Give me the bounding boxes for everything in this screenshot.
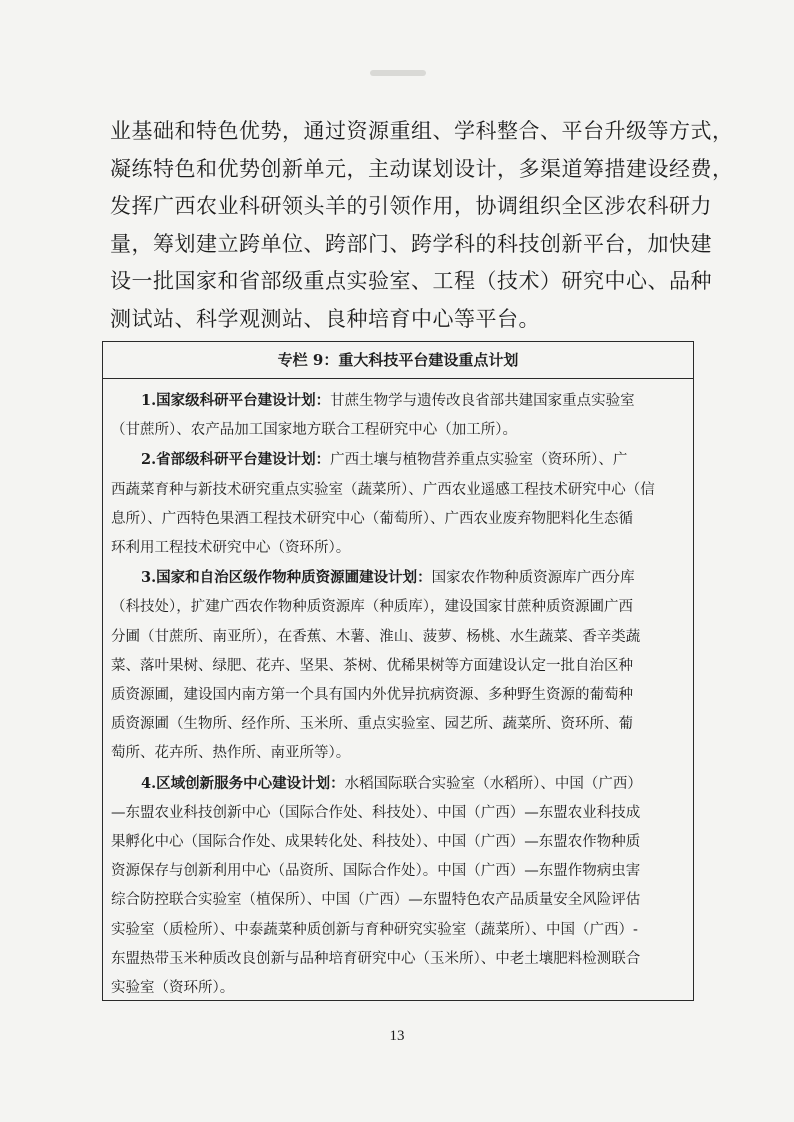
intro-line: 业基础和特色优势，通过资源重组、学科整合、平台升级等方式， (110, 119, 734, 143)
item-line: 菜、落叶果树、绿肥、花卉、坚果、茶树、优稀果树等方面建设认定一批自治区种 (111, 657, 633, 674)
item-first-line (111, 445, 685, 475)
box-title: 专栏 9：重大科技平台建设重点计划 (103, 342, 693, 379)
item-line: 综合防控联合实验室（植保所）、中国（广西）—东盟特色农产品质量安全风险评估 (111, 892, 641, 909)
item-text: 甘蔗生物学与遗传改良省部共建国家重点实验室 (330, 393, 635, 409)
item-line: 东盟热带玉米种质改良创新与品种培育研究中心（玉米所）、中老土壤肥料检测联合 (111, 950, 641, 967)
item-heading: 3.国家和自治区级作物种质资源圃建设计划： (141, 569, 432, 587)
plan-item-national (111, 386, 685, 445)
item-line: 果孵化中心（国际合作处、成果转化处、科技处）、中国（广西）—东盟农作物种质 (111, 834, 641, 851)
item-line: 实验室（资环所）。 (111, 980, 235, 997)
intro-line: 量，筹划建立跨单位、跨部门、跨学科的科技创新平台，加快建 (110, 231, 712, 256)
item-line: 西蔬菜育种与新技术研究重点实验室（蔬菜所）、广西农业遥感工程技术研究中心（信 (111, 481, 655, 498)
box-body (103, 379, 693, 1003)
item-text: 水稻国际联合实验室（水稻所）、中国（广西） (344, 775, 642, 792)
item-line: 萄所、花卉所、热作所、南亚所等）。 (111, 745, 351, 762)
column-box (102, 341, 694, 1001)
item-line: 实验室（质检所）、中泰蔬菜种质创新与育种研究实验室（蔬菜所）、中国（广西）- (111, 921, 638, 938)
item-line: 息所）、广西特色果酒工程技术研究中心（葡萄所）、广西农业废弃物肥料化生态循 (111, 510, 633, 527)
item-line: （科技处），扩建广西农作物种质资源库（种质库），建设国家甘蔗种质资源圃广西 (111, 599, 633, 616)
item-line: 资源保存与创新利用中心（品资所、国际合作处）。中国（广西）—东盟作物病虫害 (111, 863, 641, 880)
item-text: 广西土壤与植物营养重点实验室（资环所）、广 (330, 452, 628, 469)
item-first-line (111, 769, 685, 799)
item-first-line (111, 563, 685, 593)
header-smudge (370, 70, 426, 76)
item-line: 分圃（甘蔗所、南亚所），在香蕉、木薯、淮山、菠萝、杨桃、水生蔬菜、香辛类蔬 (111, 628, 641, 645)
item-line: 质资源圃（生物所、经作所、玉米所、重点实验室、园艺所、蔬菜所、资环所、葡 (111, 716, 633, 733)
item-heading: 4.区域创新服务中心建设计划： (141, 774, 345, 792)
intro-line: 发挥广西农业科研领头羊的引领作用，协调组织全区涉农科研力 (110, 194, 712, 218)
intro-line: 测试站、科学观测站、良种培育中心等平台。 (110, 306, 540, 331)
plan-item-germplasm (111, 563, 685, 768)
item-text: 国家农作物种质资源库广西分库 (431, 570, 635, 587)
plan-item-provincial (111, 445, 685, 563)
plan-item-regional (111, 769, 685, 1004)
item-line: 质资源圃，建设国内南方第一个具有国内外优异抗病资源、多种野生资源的葡萄种 (111, 687, 633, 704)
item-heading: 1.国家级科研平台建设计划： (141, 392, 331, 409)
page-number: 13 (389, 1028, 405, 1044)
item-first-line (111, 386, 685, 416)
intro-paragraph (110, 113, 734, 338)
item-line: —东盟农业科技创新中心（国际合作处、科技处）、中国（广西）—东盟农业科技成 (111, 804, 641, 821)
item-heading: 2.省部级科研平台建设计划： (141, 451, 331, 469)
item-line: 环利用工程技术研究中心（资环所）。 (111, 540, 351, 557)
intro-line: 设一批国家和省部级重点实验室、工程（技术）研究中心、品种 (110, 269, 712, 293)
intro-line: 凝练特色和优势创新单元，主动谋划设计，多渠道筹措建设经费， (110, 156, 734, 181)
item-line: （甘蔗所）、农产品加工国家地方联合工程研究中心（加工所）。 (111, 422, 517, 439)
